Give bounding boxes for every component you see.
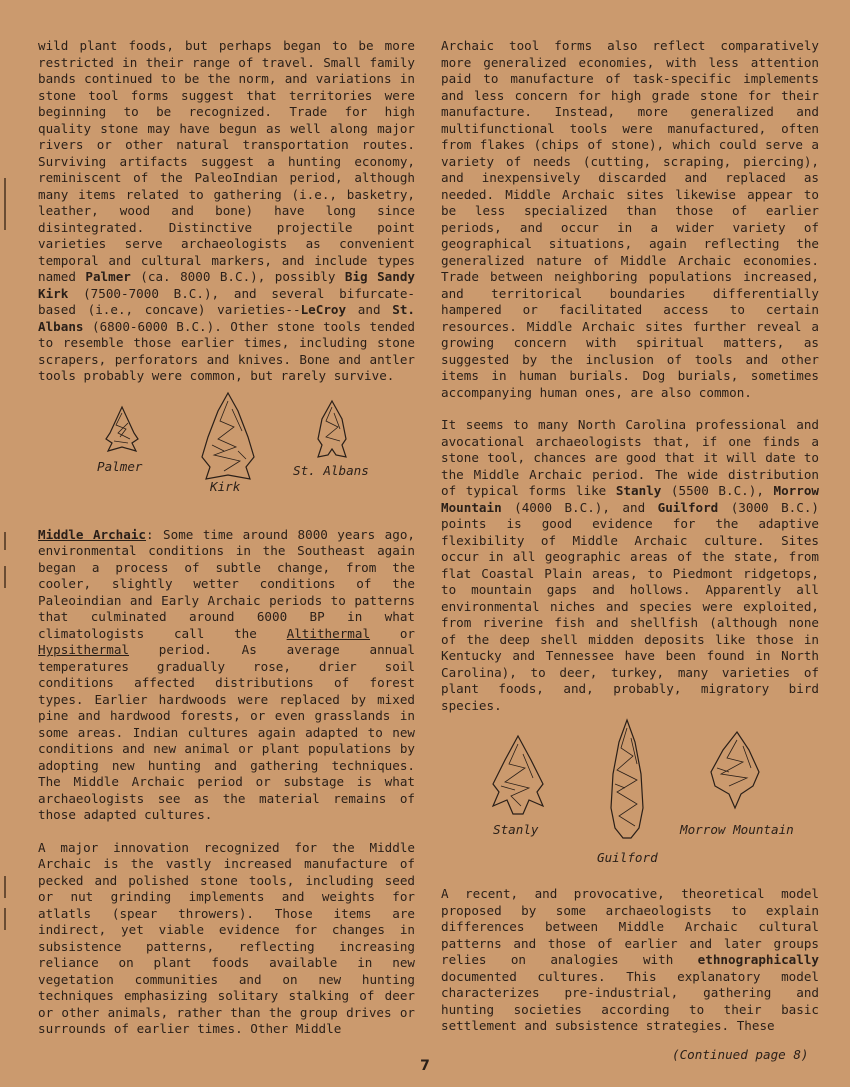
term-altithermal: Altithermal xyxy=(286,625,371,641)
paragraph-theoretical-model: A recent, and provocative, theoretical model proposed by some archaeologists to explain differences between Middle Archaic cultural patterns and those of earlier and later groups relies on analogies with ethnographically documented cultures. This explanatory model characterizes pre-industrial, gathering and hunting societies according to their basic settlement and subsistence strategies. These xyxy=(441,886,819,1033)
palmer-point-icon xyxy=(102,405,142,455)
paragraph-early-archaic: wild plant foods, but perhaps began to be more restricted in their range of travel. Small family bands continued to be the norm, and variations in stone tool forms suggest that territories were beginning to be recognized. Trade for high quality stone may have begun as well along major rivers or other natural transportation routes. Surviving artifacts suggest a hunting economy, reminiscent of the PaleoIndian period, although many items related to gathering (i.e., basketry, leather, wood and bone) have long since disintegrated. Distinctive projectile point varieties serve archaeologists as convenient temporal and cultural markers, and include types named Palmer (ca. 8000 B.C.), possibly Big Sandy Kirk (7500-7000 B.C.), and several bifurcate-based (i.e., concave) varieties--LeCroy and St. Albans (6800-6000 B.C.). Other stone tools tended to resemble those earlier times, including stone scrapers, perforators and knives. Bone and antler tools probably were common, but rarely survive. xyxy=(38,38,415,383)
term-palmer: Palmer xyxy=(85,269,131,284)
caption-kirk: Kirk xyxy=(210,478,241,494)
caption-guilford: Guilford xyxy=(597,850,658,865)
gutter-mark xyxy=(4,178,6,212)
term-big-sandy-kirk: Big Sandy Kirk xyxy=(38,269,415,301)
paragraph-tool-forms: Archaic tool forms also reflect comparatively more generalized economies, with less attention paid to manufacture of task-specific implements and less concern for high grade stone for their manufacture. Instead, more generalized and multifunctional tools were manufactured, often from flakes (chips of stone), which could serve a variety of needs (cutting, scraping, piercing), and inexpensively discarded and replaced as needed. Middle Archaic sites likewise appear to be less specialized than those of earlier periods, and occur in a wider variety of geographical situations, again reflecting the generalized nature of Middle Archaic economies. Trade between neighboring populations increased, and territorical boundaries differentially hampered or facilitated access to certain resources. Middle Archaic sites further reveal a growing concern with spiritual matters, as suggested by the inclusion of tools and other items in human burials. Dog burials, sometimes accompanying human ones, are also common. xyxy=(441,38,819,400)
paragraph-distribution: It seems to many North Carolina professional and avocational archaeologists that, if one finds a stone tool, chances are good that it will date to the Middle Archaic period. The wide distribution of typical forms like Stanly (5500 B.C.), Morrow Mountain (4000 B.C.), and Guilford (3000 B.C.) points is good evidence for the adaptive flexibility of Middle Archaic culture. Sites occur in all geographic areas of the state, from flat Coastal Plain areas, to Piedmont ridgetops, to mountain gaps and hollows. Apparently all environmental niches and species were exploited, from riverine fish and shellfish (although none of the deep shell midden deposits like those in Kentucky and Tennessee have been found in North Carolina), to deer, turkey, many varieties of plant foods, and, probably, migratory bird species. xyxy=(441,417,819,713)
stanly-point-icon xyxy=(487,734,549,818)
gutter-mark xyxy=(4,566,6,588)
caption-morrow-mountain: Morrow Mountain xyxy=(680,822,794,837)
st-albans-point-icon xyxy=(312,399,352,461)
gutter-mark xyxy=(4,212,6,230)
paragraph-stone-tools: A major innovation recognized for the Middle Archaic is the vastly increased manufacture of pecked and polished stone tools, including seed or nut grinding implements and weights for atlatls (spear throwers). Those items are indirect, yet viable evidence for changes in subsistence patterns, reflecting increasing reliance on plant foods available in new vegetation communities and on new hunting techniques emphasizing solitary stalking of deer or other animals, rather than the group drives or surrounds of earlier times. Other Middle xyxy=(38,839,415,1036)
paragraph-middle-archaic: Middle Archaic: Some time around 8000 years ago, environmental conditions in the Southeast again began a process of subtle change, from the cooler, slightly wetter conditions of the Paleoindian and Early Archaic periods to patterns that culminated around 6000 BP in what climatologists call the Altithermal or Hypsithermal period. As average annual temperatures gradually rose, drier soil conditions affected distributions of forest types. Earlier hardwoods were replaced by mixed pine and hardwood forests, or even grasslands in some areas. Indian cultures again adapted to new conditions and new animal or plant populations by adopting new hunting and gathering techniques. The Middle Archaic period or substage is what archaeologists see as the material remains of those adapted cultures. xyxy=(38,526,415,822)
page-number: 7 xyxy=(420,1058,430,1074)
morrow-mountain-point-icon xyxy=(707,730,763,810)
term-ethnographically: ethnographically xyxy=(697,952,819,967)
right-column xyxy=(441,38,819,1035)
caption-stanly: Stanly xyxy=(493,822,539,837)
guilford-point-icon xyxy=(605,718,649,842)
gutter-mark xyxy=(4,876,6,898)
term-morrow-mountain: Morrow Mountain xyxy=(441,483,819,515)
term-hypsithermal: Hypsithermal xyxy=(38,642,129,657)
term-guilford: Guilford xyxy=(657,499,719,515)
continued-note: (Continued page 8) xyxy=(672,1047,809,1062)
term-lecroy: LeCroy xyxy=(300,302,347,317)
caption-st-albans: St. Albans xyxy=(293,462,369,478)
term-stanly: Stanly xyxy=(615,483,662,498)
kirk-point-icon xyxy=(198,391,258,483)
early-points-figure xyxy=(38,393,415,527)
middle-points-figure xyxy=(441,718,819,886)
heading-middle-archaic: Middle Archaic xyxy=(38,526,147,542)
caption-palmer: Palmer xyxy=(97,458,143,474)
gutter-mark xyxy=(4,908,6,930)
gutter-mark xyxy=(4,532,6,550)
term-st-albans: St. Albans xyxy=(38,302,415,334)
left-column xyxy=(38,38,415,1038)
